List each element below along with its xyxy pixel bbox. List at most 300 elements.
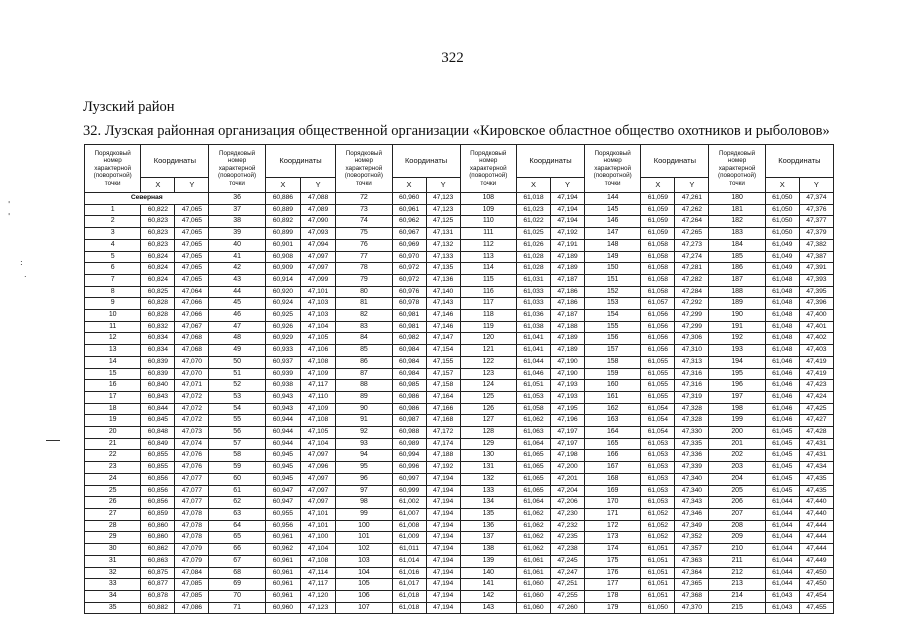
point-number-cell: 52 — [209, 380, 265, 392]
y-cell: 47,123 — [426, 204, 460, 216]
y-cell: 47,235 — [550, 532, 584, 544]
y-cell: 47,097 — [300, 497, 335, 509]
point-number-cell: 3 — [85, 228, 141, 240]
x-cell: 60,863 — [141, 555, 175, 567]
table-row — [85, 321, 834, 333]
point-number-cell: 27 — [85, 508, 141, 520]
y-cell: 47,100 — [300, 532, 335, 544]
x-cell: 61,055 — [641, 368, 675, 380]
point-number-cell: 7 — [85, 274, 141, 286]
y-cell: 47,097 — [300, 473, 335, 485]
point-number-cell: 138 — [460, 544, 516, 556]
point-number-cell: 160 — [585, 380, 641, 392]
y-cell: 47,393 — [799, 274, 833, 286]
point-number-cell: 56 — [209, 427, 265, 439]
y-cell: 47,450 — [799, 579, 833, 591]
table-row — [85, 462, 834, 474]
x-cell: 61,061 — [516, 555, 550, 567]
y-cell: 47,391 — [799, 263, 833, 275]
point-number-cell: 61 — [209, 485, 265, 497]
x-cell: 60,967 — [392, 228, 426, 240]
y-cell: 47,191 — [550, 239, 584, 251]
point-number-cell: 152 — [585, 286, 641, 298]
y-cell: 47,074 — [175, 438, 209, 450]
x-cell: 60,994 — [392, 450, 426, 462]
point-number-cell: 169 — [585, 485, 641, 497]
point-number-cell: 59 — [209, 462, 265, 474]
point-number-cell: 13 — [85, 345, 141, 357]
x-cell: 61,045 — [765, 438, 799, 450]
y-cell: 47,189 — [550, 333, 584, 345]
point-number-cell: 206 — [709, 497, 765, 509]
x-cell: 61,002 — [392, 497, 426, 509]
point-number-cell: 209 — [709, 532, 765, 544]
point-number-cell: 195 — [709, 368, 765, 380]
x-cell: 61,055 — [641, 380, 675, 392]
x-cell: 61,058 — [641, 239, 675, 251]
y-cell: 47,435 — [799, 473, 833, 485]
point-number-cell: 184 — [709, 239, 765, 251]
x-cell: 60,834 — [141, 333, 175, 345]
y-cell: 47,449 — [799, 555, 833, 567]
x-cell: 60,849 — [141, 438, 175, 450]
y-cell: 47,068 — [175, 333, 209, 345]
table-row — [85, 473, 834, 485]
point-number-cell: 103 — [336, 555, 392, 567]
table-row — [85, 544, 834, 556]
x-cell: 61,051 — [516, 380, 550, 392]
point-number-cell: 189 — [709, 298, 765, 310]
point-number-cell: 50 — [209, 356, 265, 368]
point-number-cell: 67 — [209, 555, 265, 567]
x-cell: 61,059 — [641, 228, 675, 240]
x-cell: 61,052 — [641, 508, 675, 520]
x-cell: 60,972 — [392, 274, 426, 286]
y-cell: 47,382 — [799, 239, 833, 251]
point-number-cell: 186 — [709, 263, 765, 275]
point-number-cell: 5 — [85, 251, 141, 263]
x-cell: 60,924 — [265, 298, 300, 310]
table-row — [85, 345, 834, 357]
y-cell: 47,172 — [426, 427, 460, 439]
y-cell: 47,316 — [675, 380, 709, 392]
y-cell: 47,065 — [175, 251, 209, 263]
point-number-cell: 98 — [336, 497, 392, 509]
x-header: X — [516, 178, 550, 193]
y-cell: 47,094 — [300, 239, 335, 251]
point-number-cell: 111 — [460, 228, 516, 240]
point-number-cell: 132 — [460, 473, 516, 485]
point-number-cell: 194 — [709, 356, 765, 368]
coordinates-header: Координаты — [641, 145, 709, 178]
point-number-cell: 87 — [336, 368, 392, 380]
point-number-cell: 176 — [585, 567, 641, 579]
y-cell: 47,076 — [175, 462, 209, 474]
x-cell: 61,045 — [765, 473, 799, 485]
x-cell: 60,944 — [265, 427, 300, 439]
x-cell: 61,051 — [641, 567, 675, 579]
y-cell: 47,079 — [175, 544, 209, 556]
point-number-cell: 23 — [85, 462, 141, 474]
point-number-cell: 128 — [460, 427, 516, 439]
point-number-cell: 63 — [209, 508, 265, 520]
point-number-cell: 154 — [585, 310, 641, 322]
y-cell: 47,072 — [175, 415, 209, 427]
point-number-cell: 9 — [85, 298, 141, 310]
table-row — [85, 602, 834, 614]
y-cell: 47,435 — [799, 485, 833, 497]
point-number-cell: 113 — [460, 251, 516, 263]
x-cell: 60,943 — [265, 391, 300, 403]
point-number-cell: 161 — [585, 391, 641, 403]
point-number-cell: 6 — [85, 263, 141, 275]
y-cell: 47,103 — [300, 298, 335, 310]
x-cell: 61,043 — [765, 602, 799, 614]
y-cell: 47,065 — [175, 216, 209, 228]
x-cell: 61,053 — [641, 497, 675, 509]
y-cell: 47,193 — [550, 380, 584, 392]
x-cell: 61,031 — [516, 274, 550, 286]
x-cell: 61,056 — [641, 333, 675, 345]
y-cell: 47,065 — [175, 204, 209, 216]
y-cell: 47,193 — [550, 391, 584, 403]
y-cell: 47,073 — [175, 427, 209, 439]
x-cell: 60,989 — [392, 438, 426, 450]
point-number-cell: 130 — [460, 450, 516, 462]
point-number-cell: 49 — [209, 345, 265, 357]
y-cell: 47,313 — [675, 356, 709, 368]
point-number-cell: 91 — [336, 415, 392, 427]
x-cell: 60,961 — [265, 567, 300, 579]
y-header: Y — [550, 178, 584, 193]
x-cell: 60,834 — [141, 345, 175, 357]
y-cell: 47,101 — [300, 508, 335, 520]
x-cell: 60,970 — [392, 251, 426, 263]
y-cell: 47,346 — [675, 508, 709, 520]
x-cell: 60,862 — [141, 544, 175, 556]
point-number-cell: 149 — [585, 251, 641, 263]
point-number-cell: 53 — [209, 391, 265, 403]
point-number-cell: 158 — [585, 356, 641, 368]
y-cell: 47,402 — [799, 333, 833, 345]
y-cell: 47,431 — [799, 450, 833, 462]
y-cell: 47,434 — [799, 462, 833, 474]
y-cell: 47,104 — [300, 321, 335, 333]
point-number-cell: 198 — [709, 403, 765, 415]
point-number-cell: 135 — [460, 508, 516, 520]
x-cell: 60,882 — [141, 602, 175, 614]
point-number-cell: 178 — [585, 590, 641, 602]
x-cell: 61,026 — [516, 239, 550, 251]
y-cell: 47,078 — [175, 532, 209, 544]
x-cell: 60,824 — [141, 263, 175, 275]
y-cell: 47,194 — [426, 508, 460, 520]
y-cell: 47,387 — [799, 251, 833, 263]
x-cell: 60,976 — [392, 286, 426, 298]
y-cell: 47,444 — [799, 532, 833, 544]
x-cell: 61,048 — [765, 286, 799, 298]
point-number-cell: 110 — [460, 216, 516, 228]
y-cell: 47,299 — [675, 310, 709, 322]
y-cell: 47,194 — [426, 473, 460, 485]
x-cell: 61,044 — [765, 579, 799, 591]
table-row — [85, 497, 834, 509]
point-number-cell: 88 — [336, 380, 392, 392]
x-cell: 61,044 — [516, 356, 550, 368]
point-number-cell: 126 — [460, 403, 516, 415]
x-cell: 61,051 — [641, 555, 675, 567]
x-cell: 61,014 — [392, 555, 426, 567]
x-cell: 61,044 — [765, 497, 799, 509]
x-cell: 61,060 — [516, 579, 550, 591]
table-row — [85, 427, 834, 439]
point-number-cell: 99 — [336, 508, 392, 520]
point-number-header: Порядковый номер характерной (поворотной) точки — [585, 145, 641, 193]
x-cell: 61,009 — [392, 532, 426, 544]
point-number-cell: 101 — [336, 532, 392, 544]
point-number-cell: 208 — [709, 520, 765, 532]
point-number-cell: 210 — [709, 544, 765, 556]
y-cell: 47,328 — [675, 403, 709, 415]
x-cell: 60,988 — [392, 427, 426, 439]
y-cell: 47,379 — [799, 228, 833, 240]
point-number-cell: 86 — [336, 356, 392, 368]
point-number-cell: 185 — [709, 251, 765, 263]
y-cell: 47,097 — [300, 485, 335, 497]
point-number-cell: 16 — [85, 380, 141, 392]
x-cell: 60,909 — [265, 263, 300, 275]
y-cell: 47,190 — [550, 368, 584, 380]
point-number-cell: 84 — [336, 333, 392, 345]
point-number-cell: 122 — [460, 356, 516, 368]
y-cell: 47,105 — [300, 427, 335, 439]
y-cell: 47,065 — [175, 274, 209, 286]
x-cell: 60,856 — [141, 473, 175, 485]
x-cell: 61,059 — [641, 193, 675, 205]
point-number-cell: 48 — [209, 333, 265, 345]
table-row — [85, 298, 834, 310]
point-number-cell: 145 — [585, 204, 641, 216]
point-number-cell: 114 — [460, 263, 516, 275]
point-number-cell: 153 — [585, 298, 641, 310]
y-cell: 47,188 — [550, 321, 584, 333]
y-cell: 47,068 — [175, 345, 209, 357]
coordinates-header: Координаты — [392, 145, 460, 178]
table-row — [85, 485, 834, 497]
x-cell: 61,036 — [516, 310, 550, 322]
y-cell: 47,103 — [300, 310, 335, 322]
point-number-cell: 90 — [336, 403, 392, 415]
point-number-cell: 14 — [85, 356, 141, 368]
table-row — [85, 286, 834, 298]
x-cell: 61,051 — [641, 590, 675, 602]
x-cell: 61,050 — [765, 228, 799, 240]
y-cell: 47,108 — [300, 356, 335, 368]
x-cell: 61,033 — [516, 286, 550, 298]
point-number-cell: 213 — [709, 579, 765, 591]
point-number-cell: 30 — [85, 544, 141, 556]
x-cell: 60,939 — [265, 368, 300, 380]
point-number-cell: 120 — [460, 333, 516, 345]
y-cell: 47,194 — [426, 590, 460, 602]
x-cell: 61,048 — [765, 274, 799, 286]
y-cell: 47,136 — [426, 274, 460, 286]
x-cell: 61,048 — [765, 310, 799, 322]
margin-dash — [46, 440, 60, 441]
x-cell: 60,845 — [141, 415, 175, 427]
point-number-cell: 180 — [709, 193, 765, 205]
y-cell: 47,330 — [675, 427, 709, 439]
table-row — [85, 228, 834, 240]
x-cell: 61,044 — [765, 544, 799, 556]
table-row — [85, 310, 834, 322]
x-cell: 61,007 — [392, 508, 426, 520]
x-cell: 61,053 — [641, 473, 675, 485]
page-number: 322 — [441, 50, 464, 66]
x-cell: 61,046 — [765, 415, 799, 427]
x-cell: 60,945 — [265, 473, 300, 485]
y-cell: 47,440 — [799, 508, 833, 520]
point-number-cell: 164 — [585, 427, 641, 439]
point-number-cell: 125 — [460, 391, 516, 403]
point-number-cell: 177 — [585, 579, 641, 591]
table-row — [85, 263, 834, 275]
point-number-cell: 107 — [336, 602, 392, 614]
x-cell: 61,046 — [516, 368, 550, 380]
point-number-cell: 204 — [709, 473, 765, 485]
y-cell: 47,088 — [300, 193, 335, 205]
point-number-cell: 199 — [709, 415, 765, 427]
x-cell: 61,041 — [516, 333, 550, 345]
table-row — [85, 239, 834, 251]
coordinates-header: Координаты — [141, 145, 209, 178]
point-number-cell: 142 — [460, 590, 516, 602]
x-cell: 60,855 — [141, 450, 175, 462]
y-cell: 47,186 — [550, 286, 584, 298]
y-cell: 47,370 — [675, 602, 709, 614]
point-number-cell: 77 — [336, 251, 392, 263]
y-cell: 47,104 — [300, 544, 335, 556]
point-number-cell: 146 — [585, 216, 641, 228]
y-cell: 47,158 — [426, 380, 460, 392]
y-cell: 47,090 — [300, 216, 335, 228]
y-header: Y — [675, 178, 709, 193]
x-cell: 60,843 — [141, 391, 175, 403]
x-cell: 60,947 — [265, 497, 300, 509]
x-cell: 60,960 — [265, 602, 300, 614]
point-number-cell: 35 — [85, 602, 141, 614]
point-number-cell: 212 — [709, 567, 765, 579]
point-number-cell: 18 — [85, 403, 141, 415]
x-cell: 61,056 — [641, 345, 675, 357]
y-cell: 47,096 — [300, 462, 335, 474]
point-number-cell: 89 — [336, 391, 392, 403]
y-cell: 47,423 — [799, 380, 833, 392]
y-cell: 47,363 — [675, 555, 709, 567]
y-cell: 47,108 — [300, 415, 335, 427]
y-cell: 47,076 — [175, 450, 209, 462]
y-cell: 47,071 — [175, 380, 209, 392]
x-cell: 60,999 — [392, 485, 426, 497]
x-cell: 60,960 — [392, 193, 426, 205]
point-number-cell: 188 — [709, 286, 765, 298]
x-cell: 60,984 — [392, 345, 426, 357]
y-cell: 47,194 — [550, 193, 584, 205]
y-cell: 47,328 — [675, 415, 709, 427]
x-cell: 61,064 — [516, 497, 550, 509]
x-cell: 61,058 — [641, 251, 675, 263]
y-cell: 47,343 — [675, 497, 709, 509]
y-cell: 47,101 — [300, 286, 335, 298]
point-number-cell: 33 — [85, 579, 141, 591]
y-cell: 47,097 — [300, 450, 335, 462]
y-cell: 47,265 — [675, 228, 709, 240]
y-cell: 47,194 — [426, 555, 460, 567]
y-cell: 47,335 — [675, 438, 709, 450]
y-cell: 47,079 — [175, 555, 209, 567]
x-cell: 60,824 — [141, 251, 175, 263]
y-cell: 47,424 — [799, 391, 833, 403]
y-cell: 47,400 — [799, 310, 833, 322]
x-cell: 60,899 — [265, 228, 300, 240]
point-number-cell: 19 — [85, 415, 141, 427]
x-cell: 60,925 — [265, 310, 300, 322]
point-number-header: Порядковый номер характерной (поворотной) точки — [209, 145, 265, 193]
y-cell: 47,230 — [550, 508, 584, 520]
y-cell: 47,109 — [300, 403, 335, 415]
y-cell: 47,352 — [675, 532, 709, 544]
y-cell: 47,194 — [550, 204, 584, 216]
y-cell: 47,261 — [675, 193, 709, 205]
x-cell: 60,982 — [392, 333, 426, 345]
x-cell: 60,860 — [141, 532, 175, 544]
x-cell: 61,054 — [641, 403, 675, 415]
y-cell: 47,194 — [426, 602, 460, 614]
point-number-cell: 80 — [336, 286, 392, 298]
y-cell: 47,085 — [175, 590, 209, 602]
point-number-cell: 190 — [709, 310, 765, 322]
x-cell: 60,984 — [392, 356, 426, 368]
point-number-cell: 147 — [585, 228, 641, 240]
point-number-cell: 83 — [336, 321, 392, 333]
table-row — [85, 391, 834, 403]
table-row — [85, 567, 834, 579]
x-cell: 61,060 — [516, 602, 550, 614]
point-number-cell: 157 — [585, 345, 641, 357]
y-cell: 47,187 — [550, 274, 584, 286]
point-number-cell: 162 — [585, 403, 641, 415]
point-number-cell: 96 — [336, 473, 392, 485]
y-cell: 47,340 — [675, 485, 709, 497]
table-row — [85, 590, 834, 602]
y-cell: 47,194 — [426, 497, 460, 509]
x-cell: 60,839 — [141, 356, 175, 368]
point-number-cell: 116 — [460, 286, 516, 298]
y-cell: 47,097 — [300, 263, 335, 275]
point-number-cell: 118 — [460, 310, 516, 322]
x-cell: 61,008 — [392, 520, 426, 532]
y-cell: 47,403 — [799, 345, 833, 357]
y-cell: 47,206 — [550, 497, 584, 509]
point-number-cell: 136 — [460, 520, 516, 532]
point-number-cell: 193 — [709, 345, 765, 357]
point-number-header: Порядковый номер характерной (поворотной) точки — [709, 145, 765, 193]
y-cell: 47,106 — [300, 345, 335, 357]
coordinates-header: Координаты — [516, 145, 584, 178]
x-cell: 61,058 — [641, 263, 675, 275]
y-cell: 47,319 — [675, 391, 709, 403]
point-number-cell: 45 — [209, 298, 265, 310]
